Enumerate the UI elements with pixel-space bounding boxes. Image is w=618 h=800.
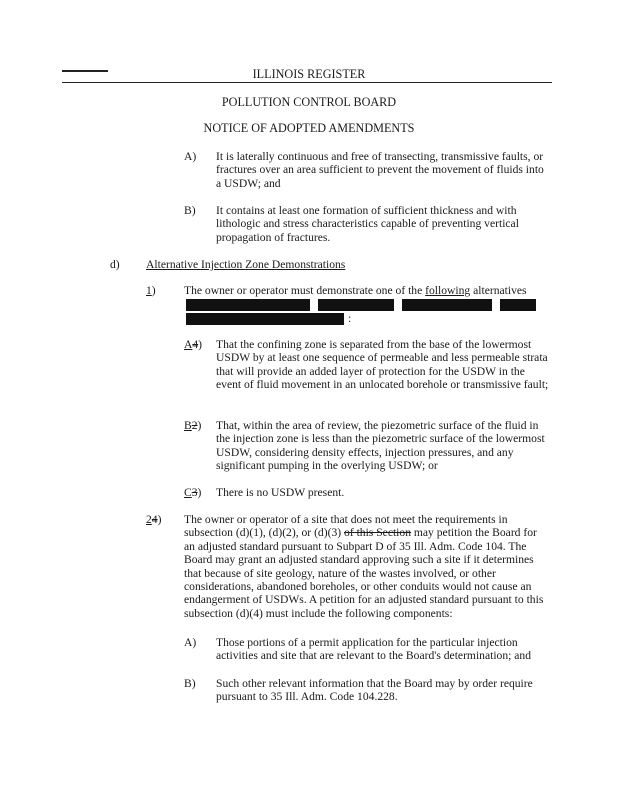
- heading-part: Alternative Injection: [146, 258, 246, 271]
- item-c3-text: There is no USDW present.: [216, 486, 345, 499]
- redaction-bar: [186, 313, 344, 325]
- label-paren: ): [197, 419, 202, 432]
- item-b2-text: That, within the area of review, the piezometric surface of the fluid in the injection zone is less than the piezometric surface of the lowermost USDW, considering density effects, injection pressures, and any significant pumping in the overlying USDW; or: [216, 419, 545, 473]
- section-d-label: d): [110, 258, 120, 271]
- label-paren: ): [197, 486, 202, 499]
- item-24-text: [184, 513, 544, 620]
- item-c3-label: [184, 486, 201, 499]
- section-d-heading: [146, 258, 546, 271]
- label-paren: ): [157, 513, 162, 526]
- redaction-bar: [500, 299, 536, 311]
- sub-a-label: A): [184, 636, 197, 649]
- item-1-tail: :: [348, 312, 352, 325]
- text-part: The owner or operator of a site that does not meet the requirements in subsection (d)(1), (d)(2), or (d)(3): [184, 513, 508, 540]
- text-part: The owner or operator must demonstrate one of the: [184, 284, 426, 297]
- label-deleted: 3: [191, 486, 198, 499]
- item-a4-text: That the confining zone is separated from the base of the lowermost USDW by at least one sequence of permeable and less permeable strata that will provide an added layer of protection for the USDW in the event of fluid movement in an unlocated borehole or transmissive fault;: [216, 338, 549, 392]
- item-24-label: [146, 513, 161, 526]
- label-inserted: A: [184, 338, 193, 351]
- label-paren: ): [198, 338, 203, 351]
- sub-a-text: Those portions of a permit application for the particular injection activities and site that are relevant to the Board's determination; and: [216, 636, 532, 663]
- item-b-text: It contains at least one formation of sufficient thickness and with lithologic and stress characteristics capable of preventing vertical propagation of fractures.: [216, 204, 519, 244]
- text-part: alternatives: [470, 284, 527, 297]
- label-inserted: C: [184, 486, 192, 499]
- header-rule: [62, 82, 552, 83]
- board-title: POLLUTION CONTROL BOARD: [221, 95, 397, 109]
- item-a-text: It is laterally continuous and free of transecting, transmissive faults, or fractures over an area sufficient to prevent the movement of fluids into a USDW; and: [216, 150, 544, 190]
- label-paren: ): [151, 284, 156, 297]
- redaction-bar: [186, 299, 310, 311]
- label-deleted: 2: [191, 419, 198, 432]
- text-part: may petition the Board for an adjusted standard pursuant to Subpart D of 35 Ill. Adm. Code 104. The Board may grant an adjusted standard approving such a site if it determines that because of site geology, nature of the wastes involved, or other considerations, abandoned boreholes, or other conduits would not cause an endangerment of USDWs. A petition for an adjusted standard pursuant to this subsection (d)(4) must include the following components:: [184, 526, 544, 620]
- sub-b-text: Such other relevant information that the Board may by order require pursuant to 35 Ill. Adm. Code 104.228.: [216, 677, 533, 704]
- item-1-label: [146, 284, 156, 297]
- register-title: ILLINOIS REGISTER: [252, 67, 366, 81]
- item-a-label: A): [184, 150, 197, 163]
- label-deleted: 4: [151, 513, 158, 526]
- redaction-bar: [318, 299, 394, 311]
- sub-b-label: B): [184, 677, 196, 690]
- label-inserted: B: [184, 419, 192, 432]
- item-a4-label: [184, 338, 202, 351]
- notice-title: NOTICE OF ADOPTED AMENDMENTS: [203, 121, 415, 135]
- heading-zone: Zone: [245, 258, 269, 271]
- item-b2-label: [184, 419, 201, 432]
- item-b-label: B): [184, 204, 196, 217]
- label-inserted: 2: [146, 513, 152, 526]
- item-1-text: [184, 284, 544, 297]
- redaction-bar: [402, 299, 492, 311]
- label-deleted: 4: [192, 338, 199, 351]
- label-inserted: 1: [146, 284, 152, 297]
- heading-part: Demonstrations: [268, 258, 346, 271]
- text-following: following: [425, 284, 471, 297]
- text-struck: of this Section: [344, 526, 411, 540]
